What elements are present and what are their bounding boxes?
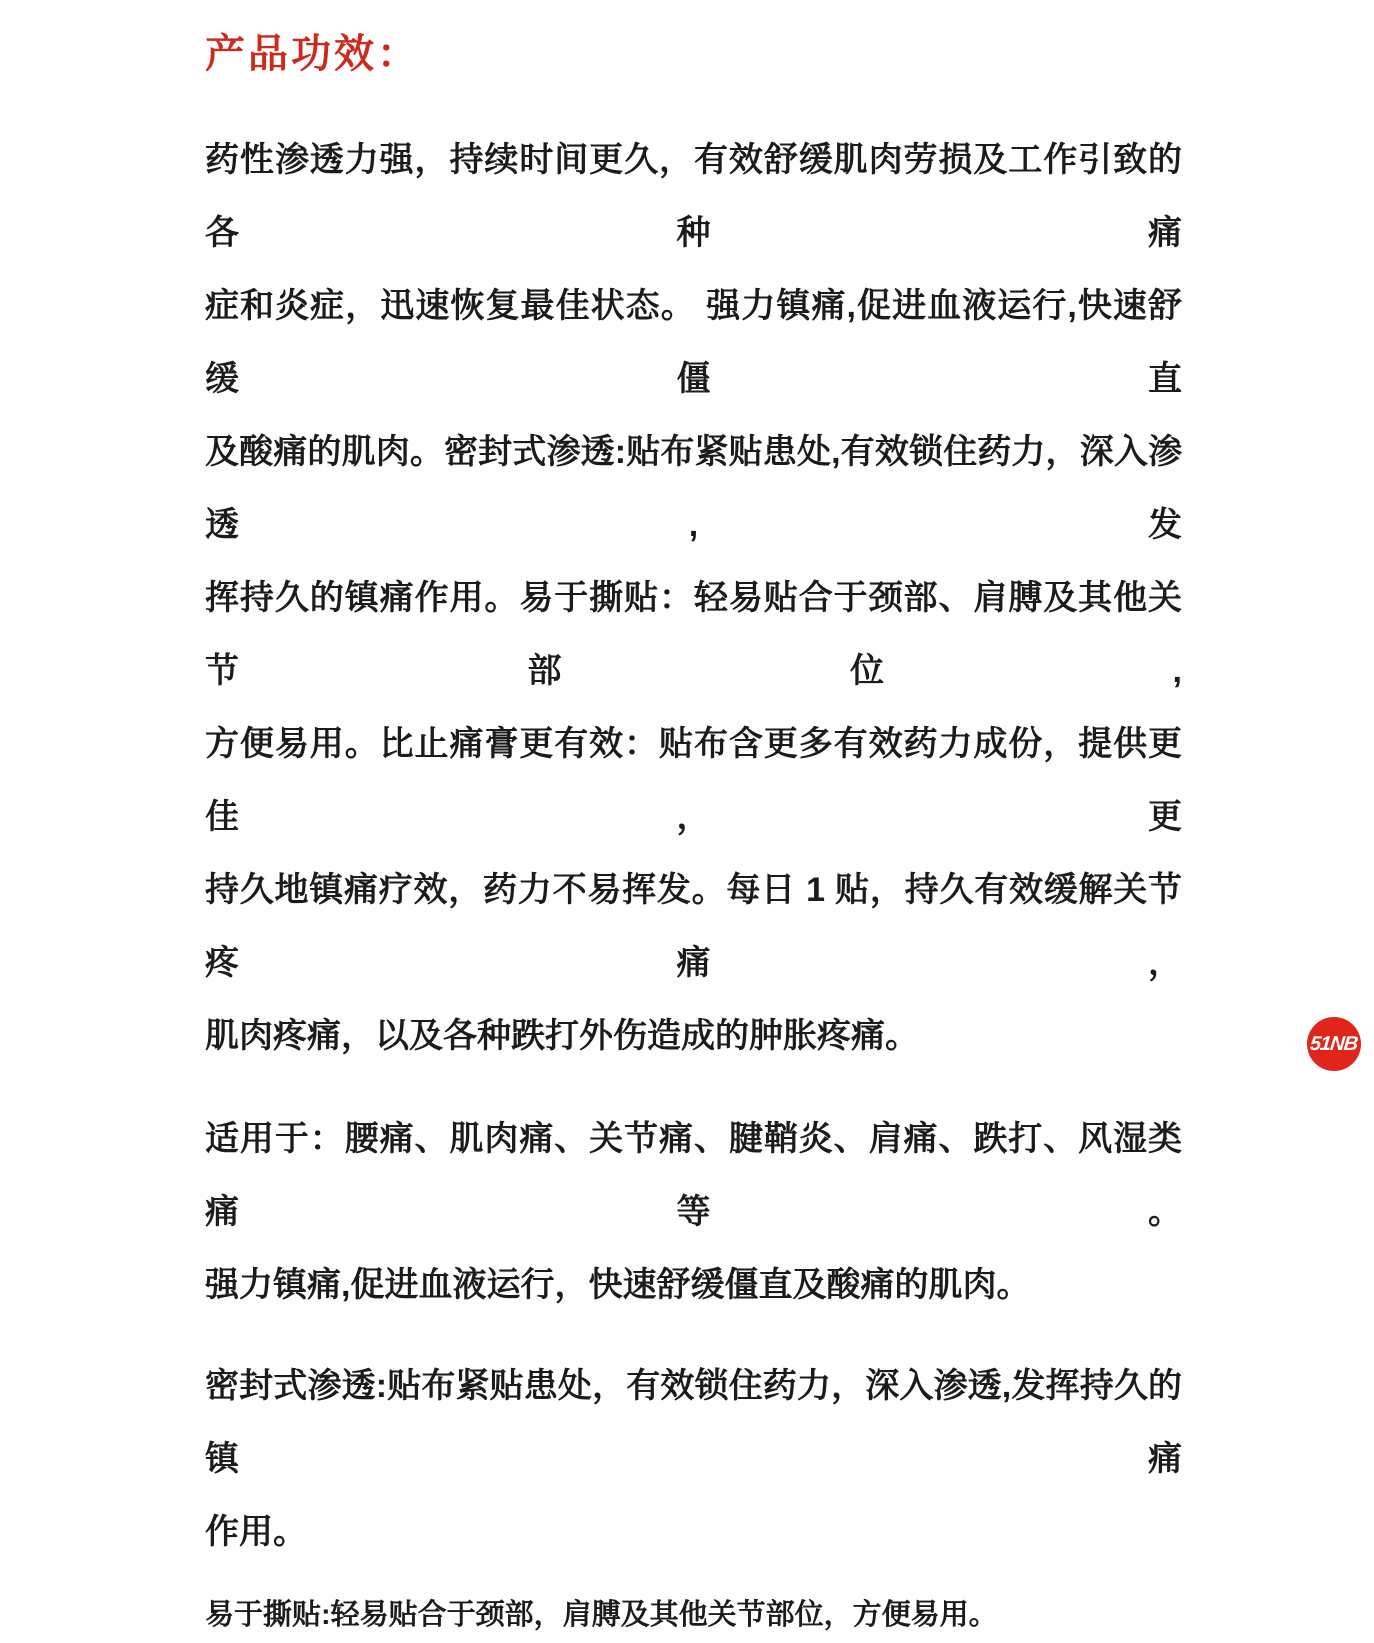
paragraph-easy-peel: [205, 1587, 1182, 1643]
text-line: 密封式渗透:贴布紧贴患处，有效锁住药力，深入渗透,发挥持久的镇痛: [205, 1367, 1182, 1478]
text-line: 挥持久的镇痛作用。易于撕贴：轻易贴合于颈部、肩膊及其他关节部位,: [205, 579, 1182, 690]
paragraph-sealed-penetration: [205, 1350, 1182, 1569]
text-line: 易于撕贴:轻易贴合于颈部，肩膊及其他关节部位，方便易用。: [205, 1599, 998, 1631]
text-line: 作用。: [205, 1513, 307, 1551]
text-line: 持久地镇痛疗效，药力不易挥发。每日 1 贴，持久有效缓解关节疼痛，: [205, 871, 1182, 982]
text-line: 药性渗透力强，持续时间更久，有效舒缓肌肉劳损及工作引致的各种痛: [205, 141, 1182, 252]
text-content: [205, 30, 1182, 1643]
text-line: 肌肉疼痛，以及各种跌打外伤造成的肿胀疼痛。: [205, 1017, 919, 1055]
section-heading: 产品功效：: [205, 32, 420, 76]
51nb-logo-label: 51NB: [1309, 1032, 1359, 1055]
paragraph-applicable: [205, 1103, 1182, 1322]
text-line: 方便易用。比止痛膏更有效：贴布含更多有效药力成份，提供更佳，更: [205, 725, 1182, 836]
text-line: 强力镇痛,促进血液运行，快速舒缓僵直及酸痛的肌肉。: [205, 1266, 1031, 1304]
51nb-logo: [1307, 1017, 1361, 1071]
text-line: 适用于：腰痛、肌肉痛、关节痛、腱鞘炎、肩痛、跌打、风湿类痛等。: [205, 1120, 1182, 1231]
paragraph-efficacy: [205, 124, 1182, 1073]
text-line: 症和炎症，迅速恢复最佳状态。 强力镇痛,促进血液运行,快速舒缓僵直: [205, 287, 1182, 398]
text-line: 及酸痛的肌肉。密封式渗透:贴布紧贴患处,有效锁住药力，深入渗透,发: [205, 433, 1182, 544]
